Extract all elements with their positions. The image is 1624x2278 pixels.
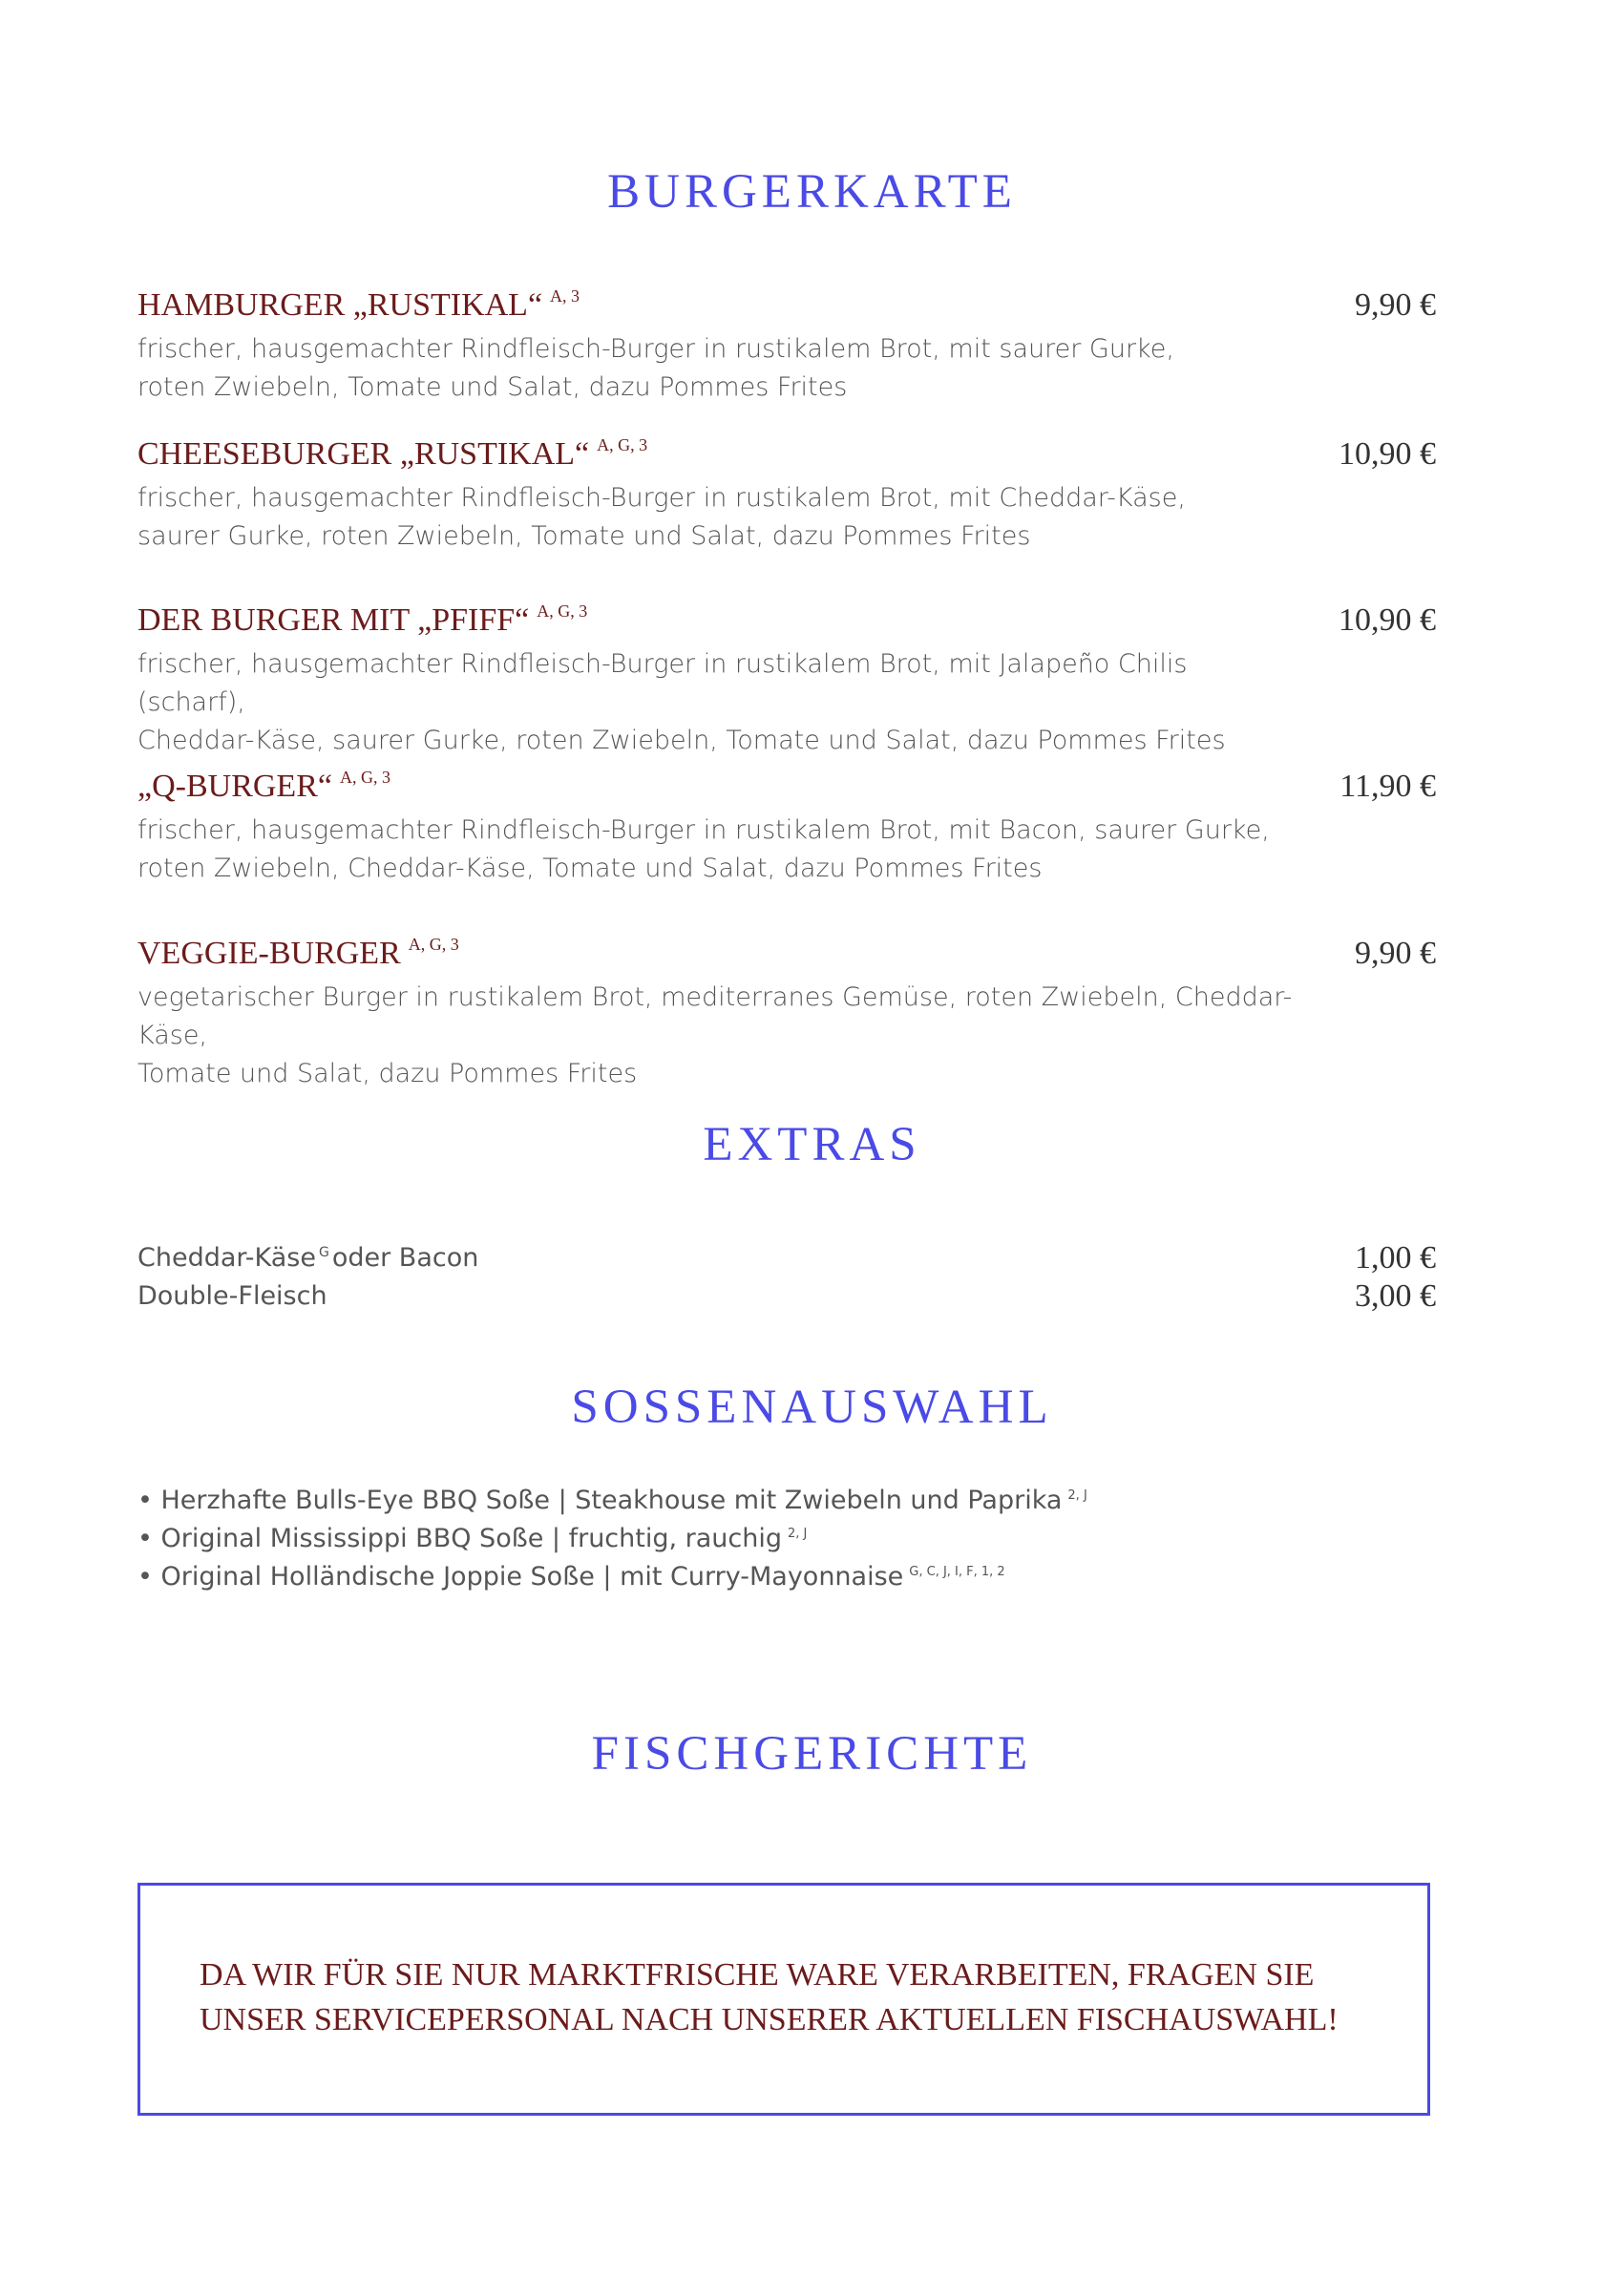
item-description-line: frischer, hausgemachter Rindfleisch-Burger in rustikalem Brot, mit Jalapeño Chilis (scharf), [137,649,1188,717]
sauce-text: • Original Mississippi BBQ Soße | fruchtig, rauchig [137,1524,783,1553]
item-description-line: saurer Gurke, roten Zwiebeln, Tomate und Salat, dazu Pommes Frites [137,521,1031,551]
fish-notice-box [137,1883,1430,2116]
allergen-codes: A, G, 3 [597,435,648,454]
allergen-codes: G, C, J, I, F, 1, 2 [909,1565,1005,1579]
allergen-codes: 2, J [1067,1488,1087,1503]
item-name: VEGGIE-BURGER [137,936,401,971]
extras-section-heading: EXTRAS [703,1118,921,1171]
fish-section-heading: FISCHGERICHTE [591,1727,1033,1781]
menu-item-veggie-burger [137,933,1436,1093]
notice-line: UNSER SERVICEPERSONAL NACH UNSERER AKTUELLEN FISCHAUSWAHL! [200,2002,1339,2037]
item-description [137,479,1302,556]
sauce-text: • Herzhafte Bulls-Eye BBQ Soße | Steakhouse mit Zwiebeln und Paprika [137,1486,1063,1515]
notice-line: DA WIR FÜR SIE NUR MARKTFRISCHE WARE VERARBEITEN, FRAGEN SIE [200,1957,1315,1993]
allergen-codes: A, G, 3 [537,601,588,621]
item-description-line: frischer, hausgemachter Rindfleisch-Burger in rustikalem Brot, mit saurer Gurke, [137,334,1174,364]
extra-label: Double-Fleisch [137,1281,327,1311]
item-name: „Q-BURGER“ [137,769,332,804]
item-description-line: vegetarischer Burger in rustikalem Brot, mediterranes Gemüse, roten Zwiebeln, Cheddar-Käse, [137,982,1293,1050]
item-price: 10,90 € [1339,436,1436,472]
item-description-line: roten Zwiebeln, Cheddar-Käse, Tomate und Salat, dazu Pommes Frites [137,854,1043,883]
burger-section-heading: BURGERKARTE [607,165,1017,219]
menu-item-q-burger [137,766,1436,888]
sauce-item-bulls-eye [137,1482,1379,1525]
item-description [137,330,1302,407]
sauce-text: • Original Holländische Joppie Soße | mit Curry-Mayonnaise [137,1562,904,1592]
extra-row-double-meat [137,1277,1436,1316]
sauce-item-joppie [137,1558,1379,1601]
menu-item-hamburger [137,285,1436,407]
allergen-codes: G [318,1245,329,1260]
item-description [137,979,1302,1093]
menu-item-cheeseburger [137,433,1436,556]
item-description-line: Tomate und Salat, dazu Pommes Frites [137,1059,638,1088]
extra-label: Cheddar-Käse [137,1243,316,1273]
item-price: 10,90 € [1339,602,1436,638]
item-price: 9,90 € [1355,936,1436,971]
extra-price: 3,00 € [1355,1278,1436,1314]
allergen-codes: 2, J [788,1527,808,1541]
item-description-line: Cheddar-Käse, saurer Gurke, roten Zwiebeln, Tomate und Salat, dazu Pommes Frites [137,726,1226,755]
item-description-line: frischer, hausgemachter Rindfleisch-Burger in rustikalem Brot, mit Bacon, saurer Gurke, [137,815,1270,845]
item-price: 9,90 € [1355,287,1436,323]
item-description [137,812,1302,888]
extra-row-cheddar-bacon [137,1239,1436,1277]
sauce-section-heading: SOSSENAUSWAHL [571,1381,1053,1434]
item-price: 11,90 € [1339,769,1436,804]
extra-label: oder Bacon [331,1243,479,1273]
allergen-codes: A, G, 3 [408,935,459,954]
allergen-codes: A, 3 [550,286,580,306]
item-name: CHEESEBURGER „RUSTIKAL“ [137,436,590,472]
sauce-item-mississippi [137,1520,1379,1563]
fish-notice-text [200,1952,1383,2042]
item-description-line: frischer, hausgemachter Rindfleisch-Burger in rustikalem Brot, mit Cheddar-Käse, [137,483,1186,513]
item-name: HAMBURGER „RUSTIKAL“ [137,287,543,323]
item-description [137,645,1302,760]
allergen-codes: A, G, 3 [339,768,390,787]
extra-price: 1,00 € [1355,1240,1436,1276]
item-description-line: roten Zwiebeln, Tomate und Salat, dazu Pommes Frites [137,372,848,402]
item-name: DER BURGER MIT „PFIFF“ [137,602,530,638]
menu-item-pfiff-burger [137,600,1436,760]
